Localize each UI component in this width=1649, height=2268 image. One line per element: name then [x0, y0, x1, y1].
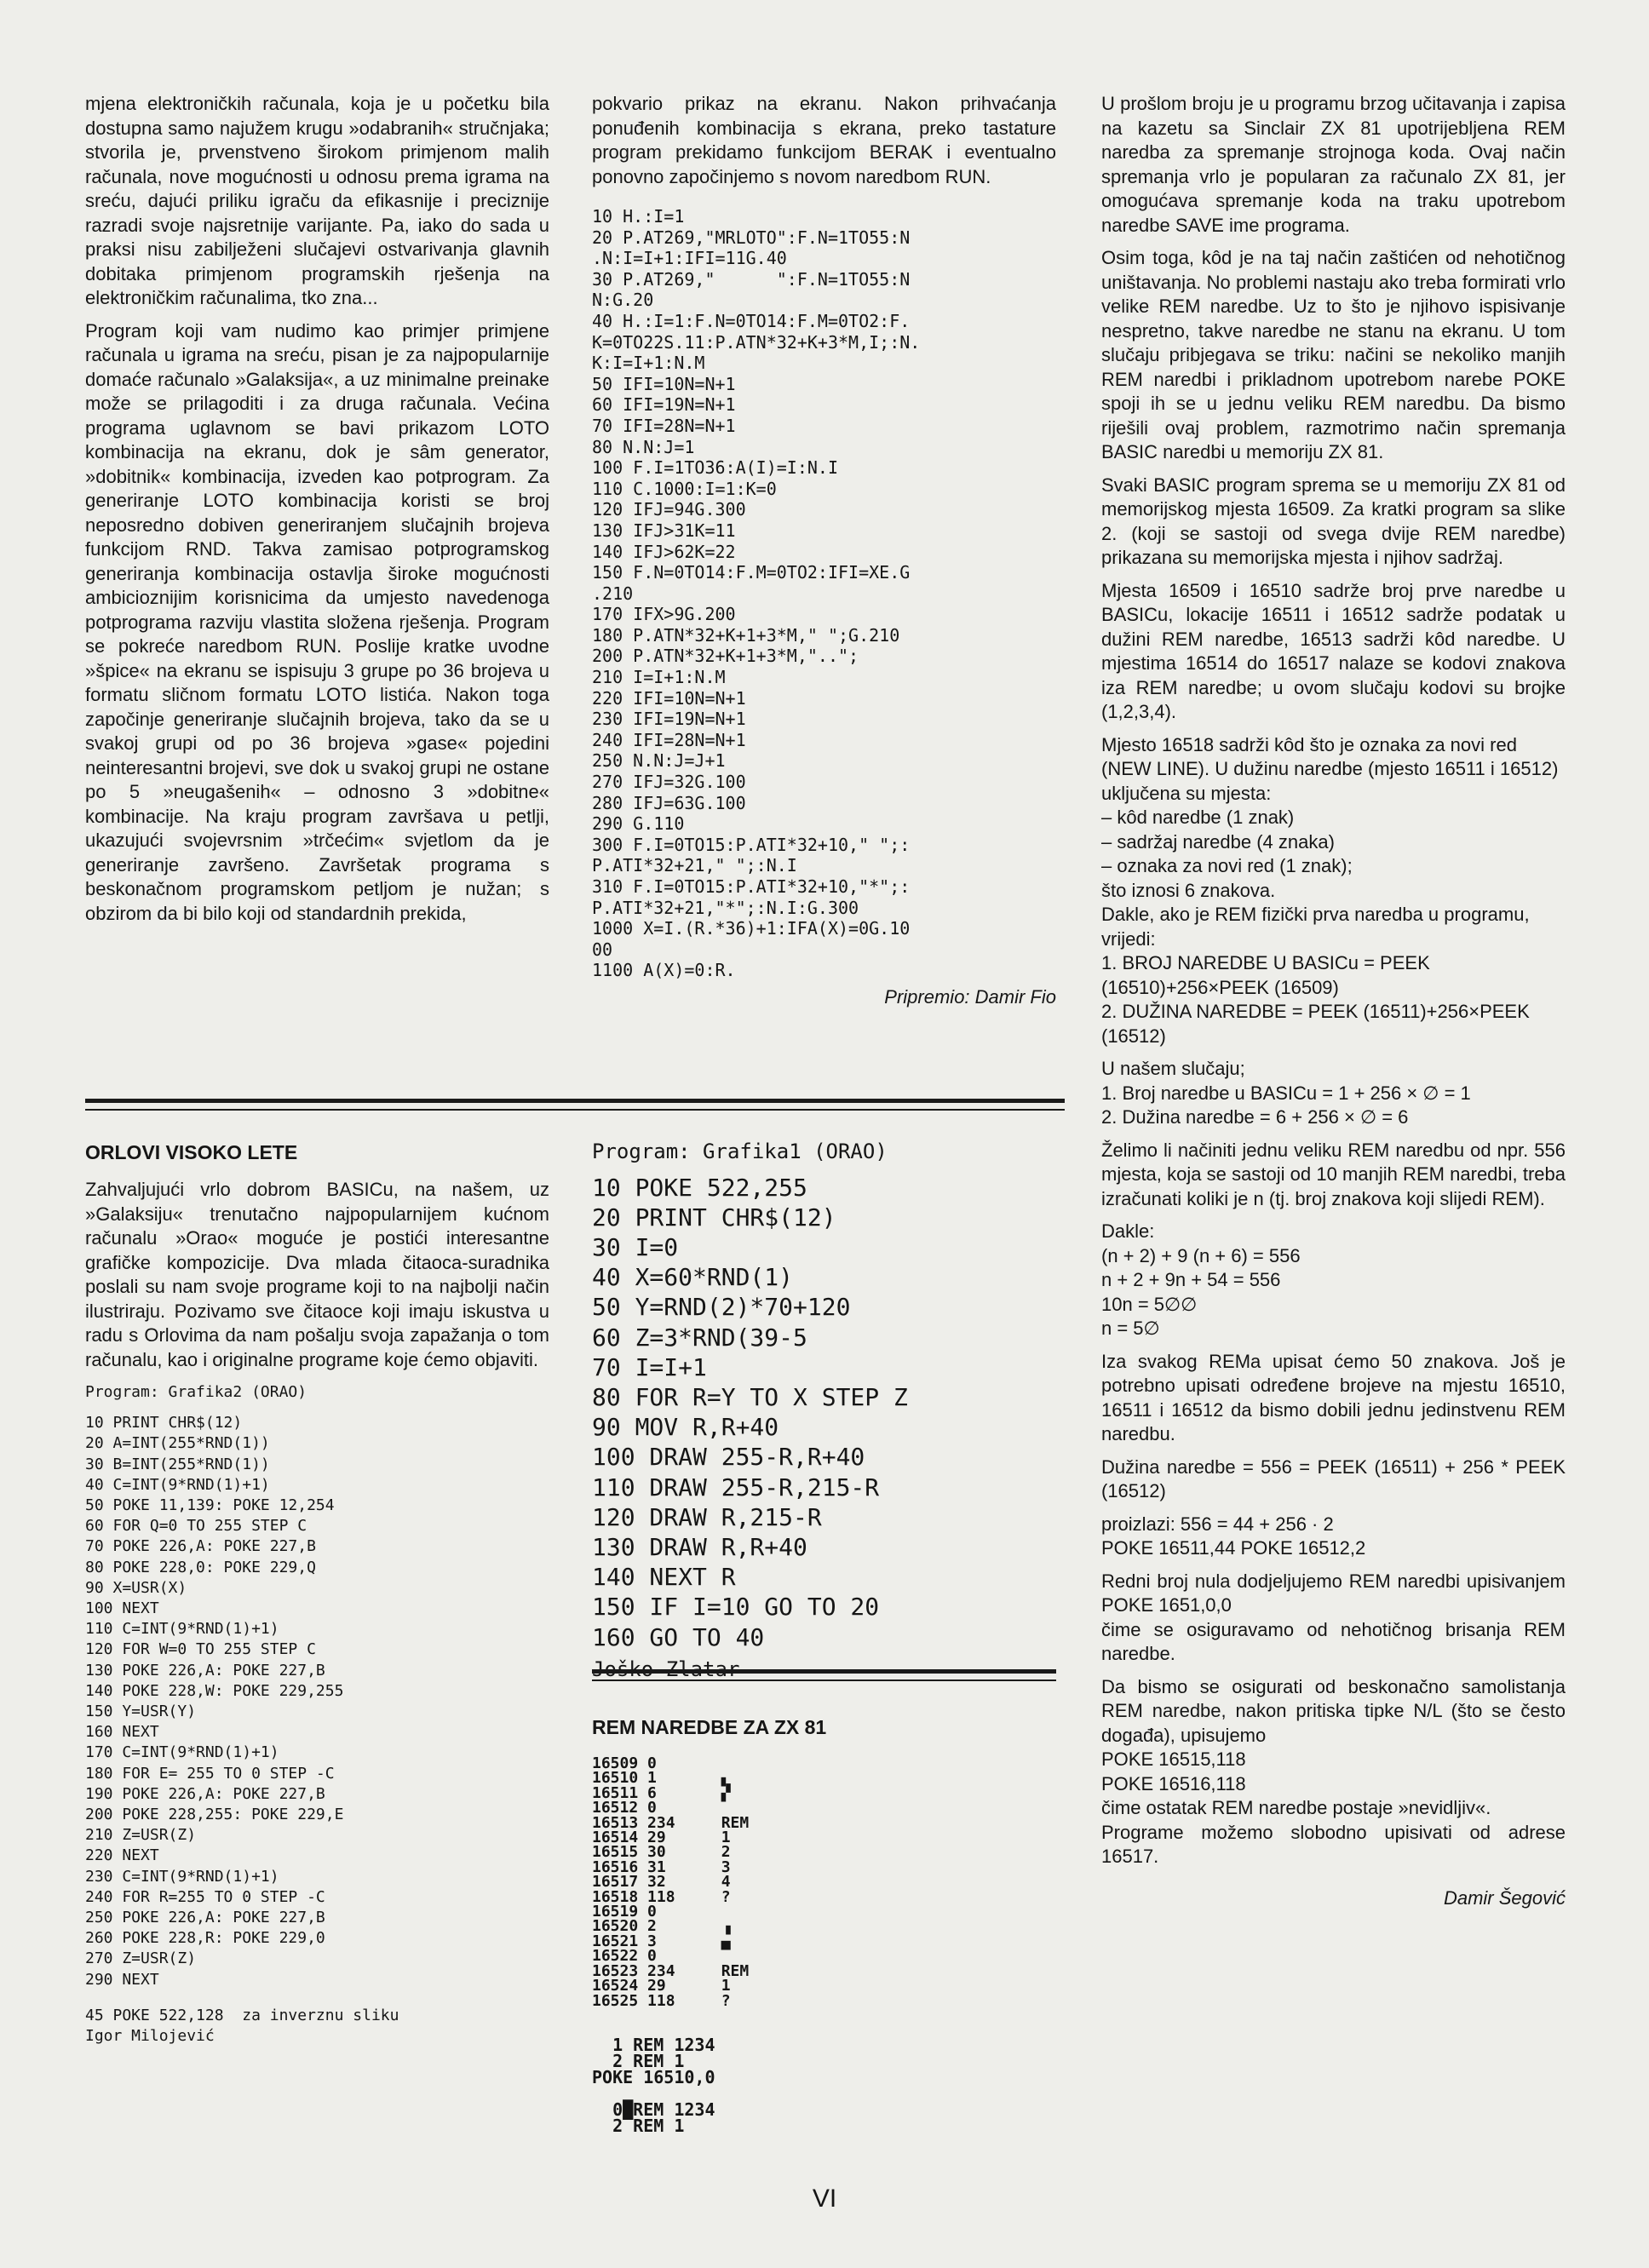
- section-divider: [592, 1669, 1056, 1674]
- page-number: VI: [812, 2185, 837, 2213]
- program-note: 45 POKE 522,128 za inverznu sliku Igor Milojević: [85, 2006, 399, 2046]
- article-lottery-col2: [592, 92, 1056, 1008]
- paragraph: Dakle: (n + 2) + 9 (n + 6) = 556 n + 2 + 9n + 54 = 556 10n = 5∅∅ n = 5∅: [1101, 1220, 1301, 1339]
- paragraph: Program koji vam nudimo kao primjer primjene računala u igrama na sreću, pisan je za najpopularnije domaće računalo »Galaksija«, a uz minimalne preinake može se prilagoditi i za druga računala. Većina programa uglavnom se bavi prikazom LOTO kombinacija na ekranu, dok je sâm generator, »dobitnik« kombinacija, izveden kao potprogram. Za generiranje LOTO kombinacija koristi se broj neposredno dobiven generiranjem slučajnih brojeva funkcijom RND. Takva zamisao potprogramskog generiranja kombinacija ostavlja široke mogućnosti ambicioznijim korisnicima da umjesto navedenoga potprograma razviju vlastita složena rješenja. Program se pokreće naredbom RUN. Poslije kratke uvodne »špice« na ekranu se ispisuju 3 grupe po 36 brojeva u formatu sličnom formatu LOTO listića. Nakon toga započinje generiranje slučajnih brojeva, tako da se u svakoj grupi od po 36 brojeva »gase« pojedini neinteresantni brojevi, sve dok u svakoj grupi ne ostane po 5 »neugašenih« – odnosno 3 »dobitne« kombinacije. Na kraju program završava u petlji, ukazujući svojevrsnim »trčećim« svjetlom da je generiranje završeno. Završetak programa s beskonačnom programskom petljom je nužan; s obzirom da bi bilo koji od standardnih prekida,: [85, 319, 549, 924]
- paragraph: U našem slučaju; 1. Broj naredbe u BASICu = 1 + 256 × ∅ = 1 2. Dužina naredbe = 6 + 256 × ∅ = 6: [1101, 1058, 1471, 1128]
- program-grafika1: [592, 1141, 1056, 1679]
- paragraph: U prošlom broju je u programu brzog učitavanja i zapisa na kazetu sa Sinclair ZX 81 upotrijebljena REM naredba za spremanje strojnoga koda. Ovaj način spremanja vrlo je popularan za računalo ZX 81, jer omogućava spremanje koda na traku upotrebom naredbe SAVE ime programa.: [1101, 93, 1566, 236]
- article-orlovi: [85, 1141, 549, 2047]
- section-divider-thin: [592, 1679, 1056, 1681]
- memory-dump: 16509 0 16510 1 ▖ 16511 6 ▞ 16512 0 16513 234 REM 16514 29 1 16515 30 2 16516 31 3 16517 32 4 16518 118 ? 16519 0 16520 2 ▗ 16521 3 ▄ 16522 0 16523 234 REM 16524 29 1 16525 118 ?: [592, 1754, 750, 2010]
- grafika1-listing: 10 POKE 522,255 20 PRINT CHR$(12) 30 I=0 40 X=60*RND(1) 50 Y=RND(2)*70+120 60 Z=3*RND(39-5 70 I=I+1 80 FOR R=Y TO X STEP Z 90 MOV R,R+40 100 DRAW 255-R,R+40 110 DRAW 255-R,215-R 120 DRAW R,215-R 130 DRAW R,R+40 140 NEXT R 150 IF I=10 GO TO 20 160 GO TO 40: [592, 1173, 908, 1651]
- paragraph: Mjesta 16509 i 16510 sadrže broj prve naredbe u BASICu, lokacije 16511 i 16512 sadrže podatak u dužini REM naredbe, 16513 sadrži kôd naredbe. U mjestima 16514 do 16517 nalaze se kodovi znakova iza REM naredbe; u ovom slučaju kodovi su brojke (1,2,3,4).: [1101, 579, 1566, 722]
- lotto-program-listing: 10 H.:I=1 20 P.AT269,"MRLOTO":F.N=1TO55:N .N:I=I+1:IFI=11G.40 30 P.AT269," ":F.N=1TO55:N N:G.20 40 H.:I=1:F.N=0TO14:F.M=0TO2:F. K=0TO22S.11:P.ATN*32+K+3*M,I;:N. K:I=I+1:N.M 50 IFI=10N=N+1 60 IFI=19N=N+1 70 IFI=28N=N+1 80 N.N:J=1 100 F.I=1TO36:A(I)=I:N.I 110 C.1000:I=1:K=0 120 IFJ=94G.300 130 IFJ>31K=11 140 IFJ>62K=22 150 F.N=0TO14:F.M=0TO2:IFI=XE.G .210 170 IFX>9G.200 180 P.ATN*32+K+1+3*M," ";G.210 200 P.ATN*32+K+1+3*M,".."; 210 I=I+1:N.M 220 IFI=10N=N+1 230 IFI=19N=N+1 240 IFI=28N=N+1 250 N.N:J=J+1 270 IFJ=32G.100 280 IFJ=63G.100 290 G.110 300 F.I=0TO15:P.ATI*32+10," ";: P.ATI*32+21," ";:N.I 310 F.I=0TO15:P.ATI*32+10,"*";: P.ATI*32+21,"*";:N.I:G.300 1000 X=I.(R.*36)+1:IFA(X)=0G.10 00 1100 A(X)=0:R.: [592, 206, 921, 981]
- rem-listing: 1 REM 1234 2 REM 1 POKE 16510,0 0█REM 1234 2 REM 1: [592, 2034, 715, 2136]
- paragraph: Mjesto 16518 sadrži kôd što je oznaka za novi red (NEW LINE). U dužinu naredbe (mjesto 16511 i 16512) uključena su mjesta: – kôd naredbe (1 znak) – sadržaj naredbe (4 znaka) – oznaka za novi red (1 znak); što iznosi 6 znakova. Dakle, ako je REM fizički prva naredba u programu, vrijedi: 1. BROJ NAREDBE U BASICu = PEEK (16510)+256×PEEK (16509) 2. DUŽINA NAREDBE = PEEK (16511)+256×PEEK (16512): [1101, 733, 1559, 1047]
- paragraph: pokvario prikaz na ekranu. Nakon prihvaćanja ponuđenih kombinacija s ekrana, preko tastature program prekidamo funkcijom BERAK i eventualno ponovno započinjemo s novom naredbom RUN.: [592, 93, 1056, 187]
- author-signature: Pripremio: Damir Fio: [884, 985, 1056, 1008]
- program-title: Program: Grafika1 (ORAO): [592, 1140, 888, 1163]
- paragraph: proizlazi: 556 = 44 + 256 · 2 POKE 16511,44 POKE 16512,2: [1101, 1513, 1366, 1559]
- section-divider-thin: [85, 1109, 1065, 1111]
- author-signature: Damir Šegović: [1443, 1886, 1566, 1909]
- program-title: Program: Grafika2 (ORAO): [85, 1383, 307, 1401]
- section-divider: [85, 1099, 1065, 1103]
- article-heading: ORLOVI VISOKO LETE: [85, 1141, 298, 1163]
- paragraph: Dužina naredbe = 556 = PEEK (16511) + 256 * PEEK (16512): [1101, 1456, 1566, 1501]
- paragraph: Svaki BASIC program sprema se u memoriju ZX 81 od memorijskog mjesta 16509. Za kratki program sa slike 2. (koji se sastoji od svega dvije REM naredbe) prikazana su memorijska mjesta i njihov sadržaj.: [1101, 474, 1566, 568]
- paragraph: Zahvaljujući vrlo dobrom BASICu, na našem, uz »Galaksiju« trenutačno najpopularnijem kućnom računalu »Orao« moguće je postići interesantne grafičke kompozicije. Dva mlada čitaoca-suradnika poslali su nam svoje programe koji to na najbolji način ilustriraju. Pozivamo sve čitaoce koji imaju iskustva u radu s Orlovima da nam pošalju svoja zapažanja o tom računalu, kao i originalne programe koje ćemo objaviti.: [85, 1179, 549, 1370]
- paragraph: Redni broj nula dodjeljujemo REM naredbi upisivanjem POKE 1651,0,0 čime se osiguravamo od nehotičnog brisanja REM naredbe.: [1101, 1570, 1566, 1664]
- article-lottery-col1: [85, 92, 549, 934]
- article-rem: [592, 1716, 1056, 2134]
- paragraph: Iza svakog REMa upisat ćemo 50 znakova. Još je potrebno upisati određene brojeve na mjestu 16510, 16511 i 16512 da bismo dobili jednu jedinstvenu REM naredbu.: [1101, 1350, 1566, 1444]
- article-rem-text: [1101, 92, 1566, 1910]
- paragraph: Želimo li načiniti jednu veliku REM naredbu od npr. 556 mjesta, koja se sastoji od 10 manjih REM naredbi, treba izračunati koliki je n (tj. broj znakova koji slijedi REM).: [1101, 1139, 1566, 1209]
- paragraph: Osim toga, kôd je na taj način zaštićen od nehotičnog uništavanja. No problemi nastaju ako treba formirati vrlo velike REM naredbe. Uz to što je njihovo ispisivanje nespretno, takve naredbe ne stanu na ekranu. U tom slučaju pribjegava se triku: načini se nekoliko manjih REM naredbi i prikladnom upotrebom narebe POKE spoji ih se u jednu veliku REM naredbu. Da bismo riješili ovaj problem, razmotrimo način spremanja BASIC naredbi u memoriju ZX 81.: [1101, 247, 1566, 462]
- paragraph: mjena elektroničkih računala, koja je u početku bila dostupna samo najužem krugu »odabranih« stručnjaka; stvorila je, prvenstveno širokom primjenom malih računala, nove mogućnosti u odnosu prema igrama na sreću, dajući priliku igraču da efikasnije i preciznije razradi svoje najsretnije varijante. Pa, iako do sada u praksi nisu zabilježeni slučajevi ostvarivanja glavnih dobitaka primjenom programskih rješenja na elektroničkim računalima, tko zna...: [85, 93, 549, 308]
- article-heading: REM NAREDBE ZA ZX 81: [592, 1716, 827, 1738]
- paragraph: Da bismo se osigurati od beskonačno samolistanja REM naredbe, nakon pritiska tipke N/L (što se često događa), upisujemo POKE 16515,118 POKE 16516,118 čime ostatak REM naredbe postaje »nevidljiv«. Programe možemo slobodno upisivati od adrese 16517.: [1101, 1675, 1566, 1867]
- grafika2-listing: 10 PRINT CHR$(12) 20 A=INT(255*RND(1)) 30 B=INT(255*RND(1)) 40 C=INT(9*RND(1)+1) 50 POKE 11,139: POKE 12,254 60 FOR Q=0 TO 255 STEP C 70 POKE 226,A: POKE 227,B 80 POKE 228,0: POKE 229,Q 90 X=USR(X) 100 NEXT 110 C=INT(9*RND(1)+1) 120 FOR W=0 TO 255 STEP C 130 POKE 226,A: POKE 227,B 140 POKE 228,W: POKE 229,255 150 Y=USR(Y) 160 NEXT 170 C=INT(9*RND(1)+1) 180 FOR E= 255 TO 0 STEP -C 190 POKE 226,A: POKE 227,B 200 POKE 228,255: POKE 229,E 210 Z=USR(Z) 220 NEXT 230 C=INT(9*RND(1)+1) 240 FOR R=255 TO 0 STEP -C 250 POKE 226,A: POKE 227,B 260 POKE 228,R: POKE 229,0 270 Z=USR(Z) 290 NEXT: [85, 1414, 344, 1989]
